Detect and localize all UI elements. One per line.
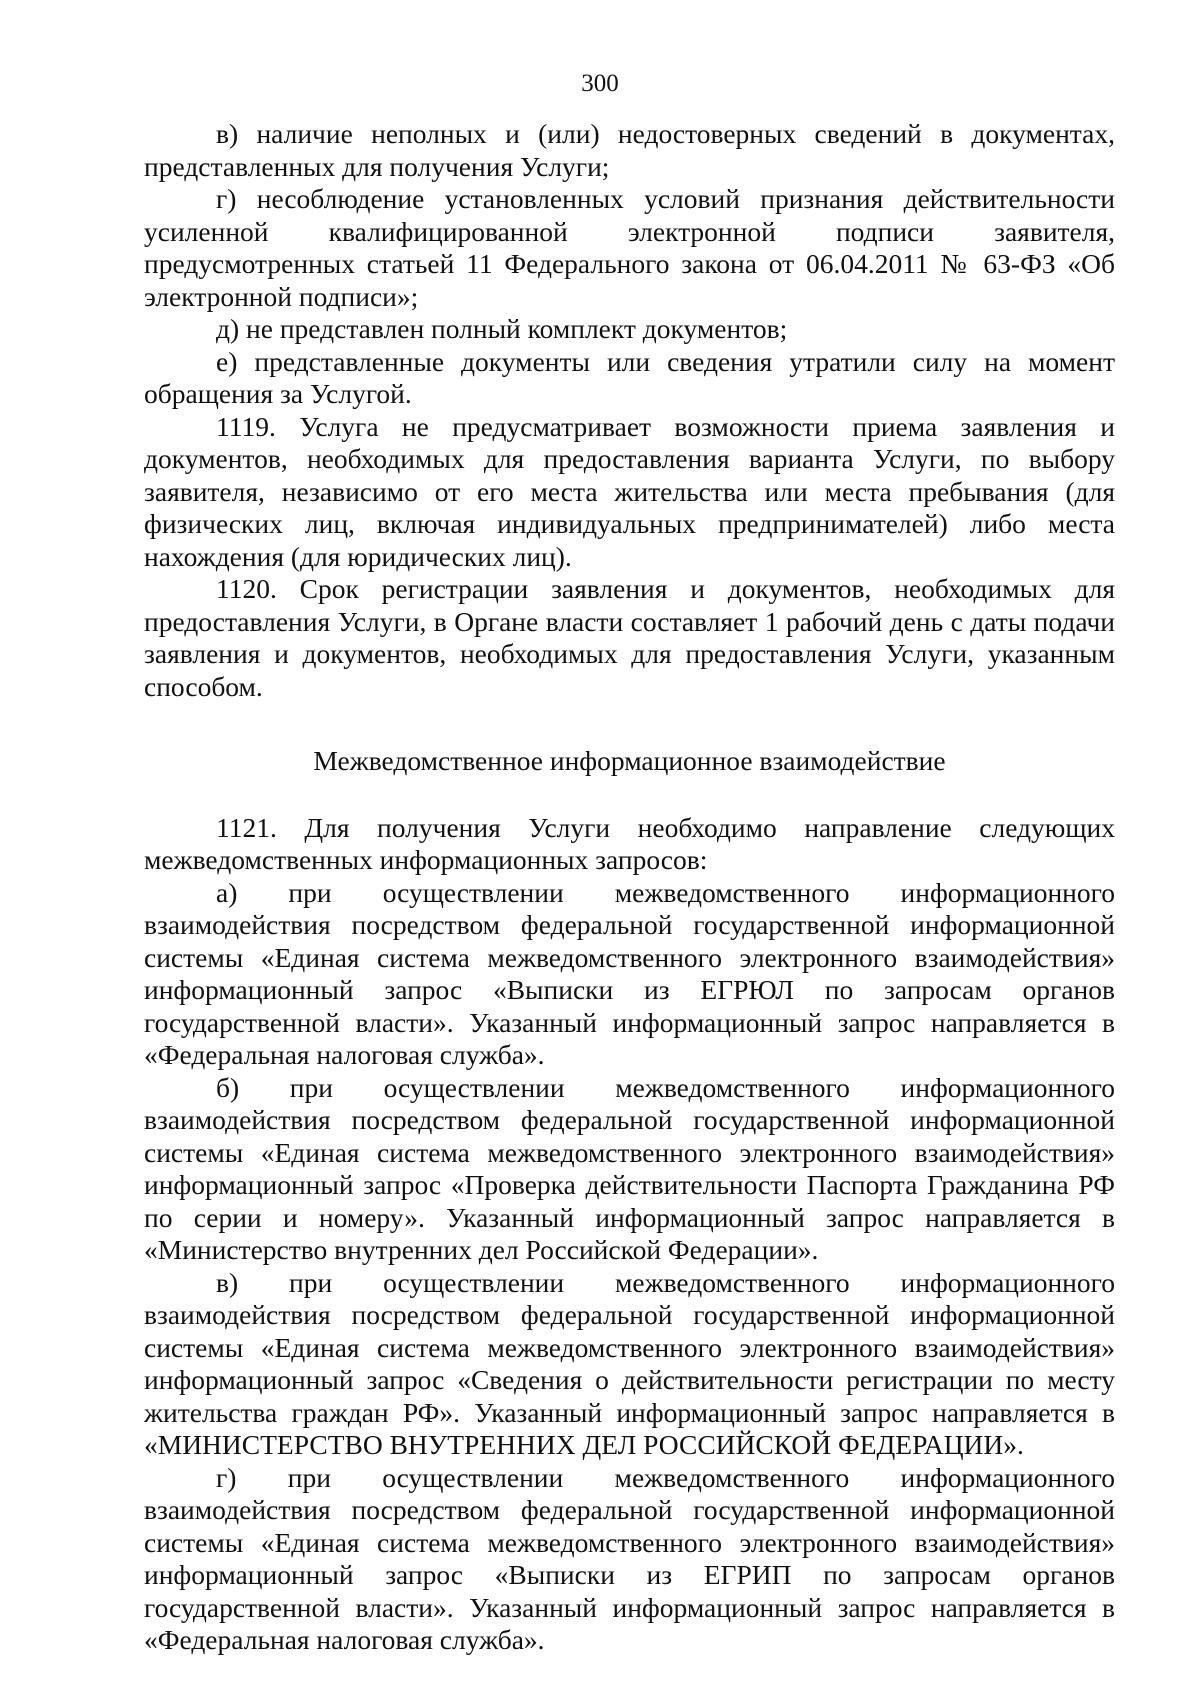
paragraph-1121: 1121. Для получения Услуги необходимо направление следующих межведомственных информационных запросов: (144, 811, 1115, 875)
paragraph-b-passport-request: б) при осуществлении межведомственного информационного взаимодействия посредством федеральной государственной информационной системы «Единая система межведомственного электронного взаимодействия» информационный запрос «Проверка действительности Паспорта Гражданина РФ по серии и номеру». Указанный информационный запрос направляется в «Министерство внутренних дел Российской Федерации». (144, 1071, 1115, 1265)
paragraph-g-signature: г) несоблюдение установленных условий признания действительности усиленной квалифицированной электронной подписи заявителя, предусмотренных статьей 11 Федерального закона от 06.04.2011 № 63-ФЗ «Об электронной подписи»; (144, 183, 1115, 312)
section-heading: Межведомственное информационное взаимодействие (313, 745, 946, 776)
paragraph-d-incomplete-set: д) не представлен полный комплект документов; (216, 313, 788, 344)
paragraph-v-incomplete-info: в) наличие неполных и (или) недостоверных сведений в документах, представленных для получения Услуги; (144, 118, 1115, 182)
paragraph-v-registration-request: в) при осуществлении межведомственного информационного взаимодействия посредством федеральной государственной информационной системы «Единая система межведомственного электронного взаимодействия» информационный запрос «Сведения о действительности регистрации по месту жительства граждан РФ». Указанный информационный запрос направляется в «МИНИСТЕРСТВО ВНУТРЕННИХ ДЕЛ РОССИЙСКОЙ ФЕДЕРАЦИИ». (144, 1266, 1115, 1460)
paragraph-1119: 1119. Услуга не предусматривает возможности приема заявления и документов, необходимых для предоставления варианта Услуги, по выбору заявителя, независимо от его места жительства или места пребывания (для физических лиц, включая индивидуальных предпринимателей) либо места нахождения (для юридических лиц). (144, 410, 1115, 572)
document-body (144, 118, 1115, 1657)
paragraph-g-egrip-request: г) при осуществлении межведомственного информационного взаимодействия посредством федеральной государственной информационной системы «Единая система межведомственного электронного взаимодействия» информационный запрос «Выписки из ЕГРИП по запросам органов государственной власти». Указанный информационный запрос направляется в «Федеральная налоговая служба». (144, 1461, 1115, 1655)
paragraph-a-egrul-request: а) при осуществлении межведомственного информационного взаимодействия посредством федеральной государственной информационной системы «Единая система межведомственного электронного взаимодействия» информационный запрос «Выписки из ЕГРЮЛ по запросам органов государственной власти». Указанный информационный запрос направляется в «Федеральная налоговая служба». (144, 876, 1115, 1070)
paragraph-1120: 1120. Срок регистрации заявления и документов, необходимых для предоставления Услуги, в Органе власти составляет 1 рабочий день с даты подачи заявления и документов, необходимых для предоставления Услуги, указанным способом. (144, 573, 1115, 702)
page-number: 300 (581, 70, 619, 97)
paragraph-e-expired-documents: е) представленные документы или сведения утратили силу на момент обращения за Услугой. (144, 345, 1115, 409)
